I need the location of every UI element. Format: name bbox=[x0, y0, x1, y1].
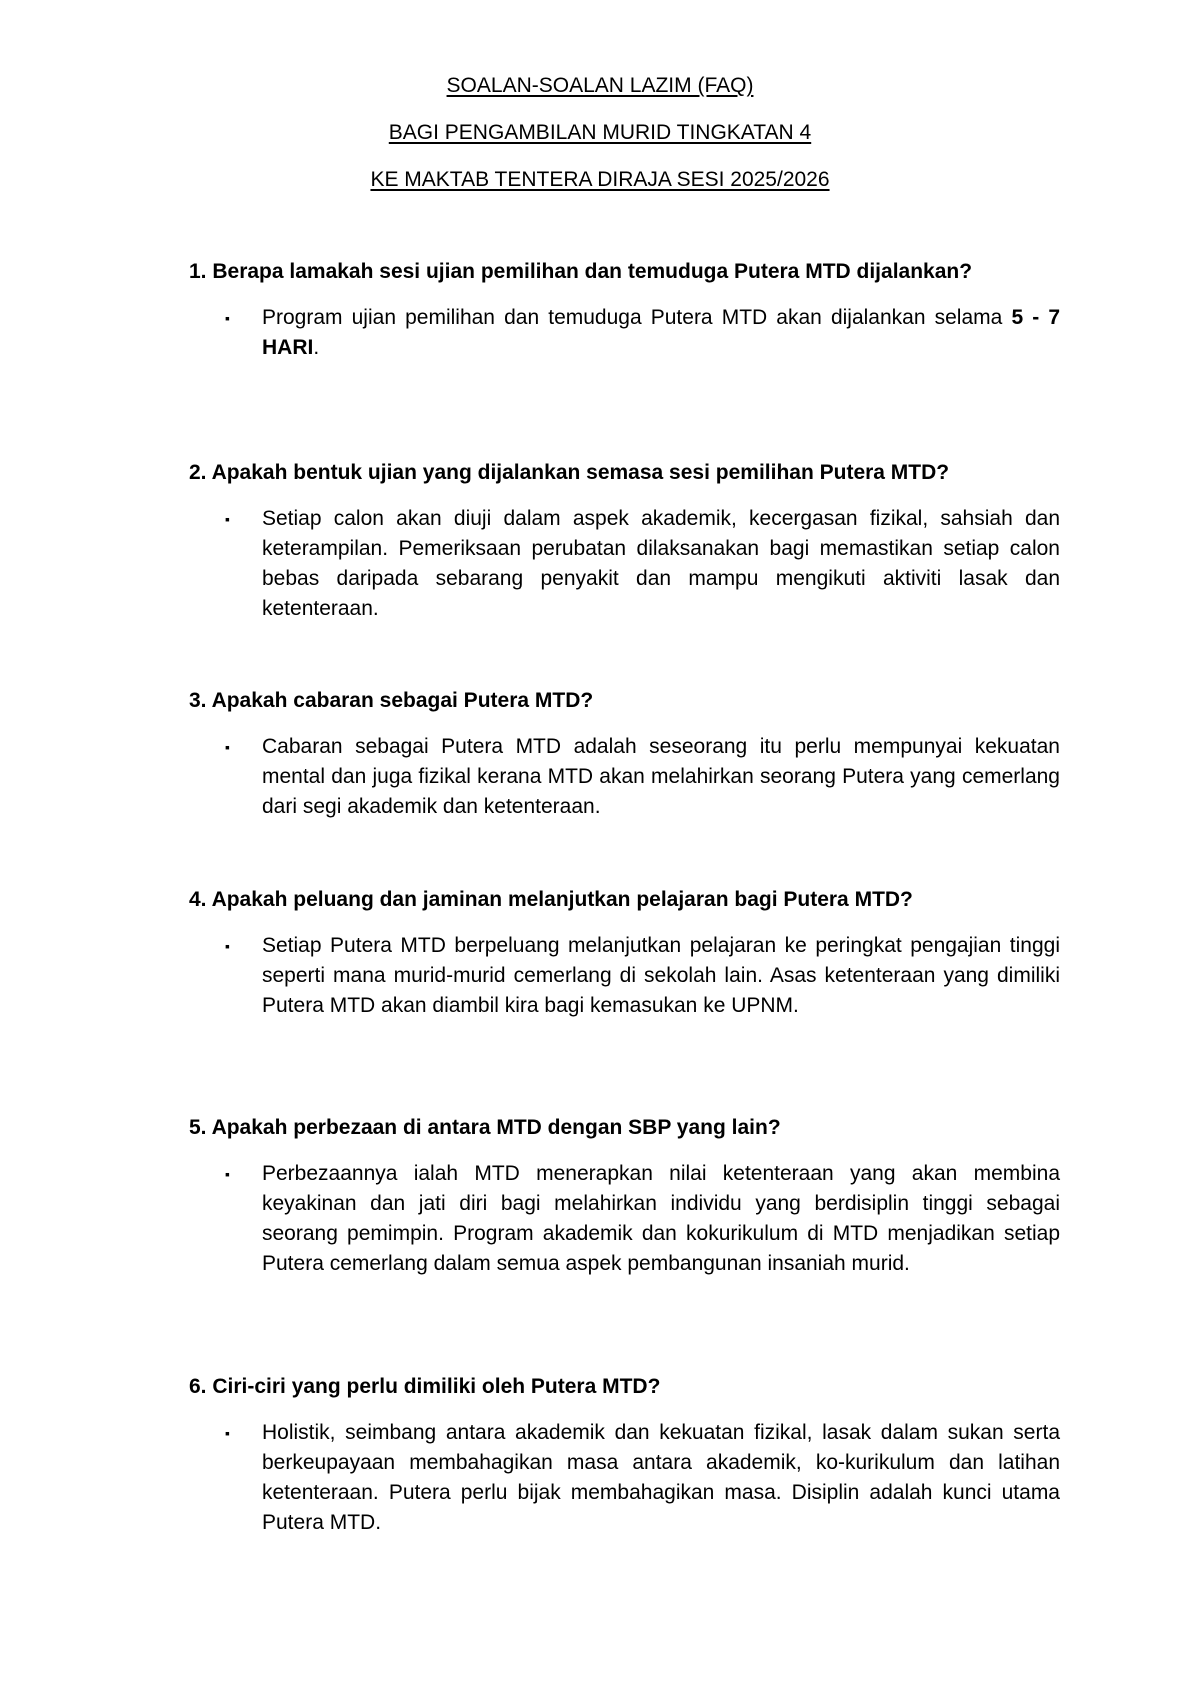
faq-answer-1-text: Program ujian pemilihan dan temuduga Putera MTD akan dijalankan selama bbox=[262, 306, 1012, 329]
faq-answer-1 bbox=[189, 303, 1060, 363]
faq-item-3 bbox=[189, 686, 1060, 822]
document-title-line-3: KE MAKTAB TENTERA DIRAJA SESI 2025/2026 bbox=[370, 168, 830, 191]
bullet-icon: ▪ bbox=[225, 511, 230, 527]
faq-answer-1-end: . bbox=[313, 336, 320, 359]
document-title-line-1: SOALAN-SOALAN LAZIM (FAQ) bbox=[446, 74, 754, 97]
faq-answer-6 bbox=[189, 1418, 1060, 1538]
faq-question-2: 2. Apakah bentuk ujian yang dijalankan semasa sesi pemilihan Putera MTD? bbox=[189, 461, 950, 484]
faq-question-1: 1. Berapa lamakah sesi ujian pemilihan dan temuduga Putera MTD dijalankan? bbox=[189, 260, 973, 283]
bullet-icon: ▪ bbox=[225, 310, 230, 326]
faq-answer-4-text: Setiap Putera MTD berpeluang melanjutkan pelajaran ke peringkat pengajian tinggi seperti mana murid-murid cemerlang di sekolah lain. Asas ketenteraan yang dimiliki Putera MTD akan diambil kira bagi kemasukan ke UPNM. bbox=[262, 934, 1060, 1017]
faq-question-5: 5. Apakah perbezaan di antara MTD dengan SBP yang lain? bbox=[189, 1116, 781, 1139]
bullet-icon: ▪ bbox=[225, 1166, 230, 1182]
document-title-line-2: BAGI PENGAMBILAN MURID TINGKATAN 4 bbox=[388, 121, 812, 144]
bullet-icon: ▪ bbox=[225, 1425, 230, 1441]
faq-question-4: 4. Apakah peluang dan jaminan melanjutkan pelajaran bagi Putera MTD? bbox=[189, 888, 913, 911]
faq-answer-3-text: Cabaran sebagai Putera MTD adalah seseorang itu perlu mempunyai kekuatan mental dan juga fizikal kerana MTD akan melahirkan seorang Putera yang cemerlang dari segi akademik dan ketenteraan. bbox=[262, 735, 1060, 818]
faq-answer-6-text: Holistik, seimbang antara akademik dan kekuatan fizikal, lasak dalam sukan serta berkeupayaan membahagikan masa antara akademik, ko-kurikulum dan latihan ketenteraan. Putera perlu bijak membahagikan masa. Disiplin adalah kunci utama Putera MTD. bbox=[262, 1421, 1060, 1534]
faq-answer-4 bbox=[189, 931, 1060, 1021]
faq-question-6: 6. Ciri-ciri yang perlu dimiliki oleh Putera MTD? bbox=[189, 1375, 661, 1398]
faq-answer-1-duration: 5 - 7 HARI bbox=[262, 306, 1060, 359]
faq-answer-3 bbox=[189, 732, 1060, 822]
faq-item-5 bbox=[189, 1113, 1060, 1279]
faq-answer-2-text: Setiap calon akan diuji dalam aspek akademik, kecergasan fizikal, sahsiah dan keterampilan. Pemeriksaan perubatan dilaksanakan bagi memastikan setiap calon bebas daripada sebarang penyakit dan mampu mengikuti aktiviti lasak dan ketenteraan. bbox=[262, 507, 1060, 620]
faq-item-6 bbox=[189, 1372, 1060, 1538]
faq-answer-2 bbox=[189, 504, 1060, 624]
faq-item-4 bbox=[189, 885, 1060, 1021]
bullet-icon: ▪ bbox=[225, 739, 230, 755]
faq-answer-5 bbox=[189, 1159, 1060, 1279]
faq-item-2 bbox=[189, 458, 1060, 624]
bullet-icon: ▪ bbox=[225, 938, 230, 954]
faq-item-1 bbox=[189, 257, 1060, 363]
faq-answer-5-text: Perbezaannya ialah MTD menerapkan nilai ketenteraan yang akan membina keyakinan dan jati diri bagi melahirkan individu yang berdisiplin tinggi sebagai seorang pemimpin. Program akademik dan kokurikulum di MTD menjadikan setiap Putera cemerlang dalam semua aspek pembangunan insaniah murid. bbox=[262, 1162, 1060, 1275]
faq-question-3: 3. Apakah cabaran sebagai Putera MTD? bbox=[189, 689, 594, 712]
